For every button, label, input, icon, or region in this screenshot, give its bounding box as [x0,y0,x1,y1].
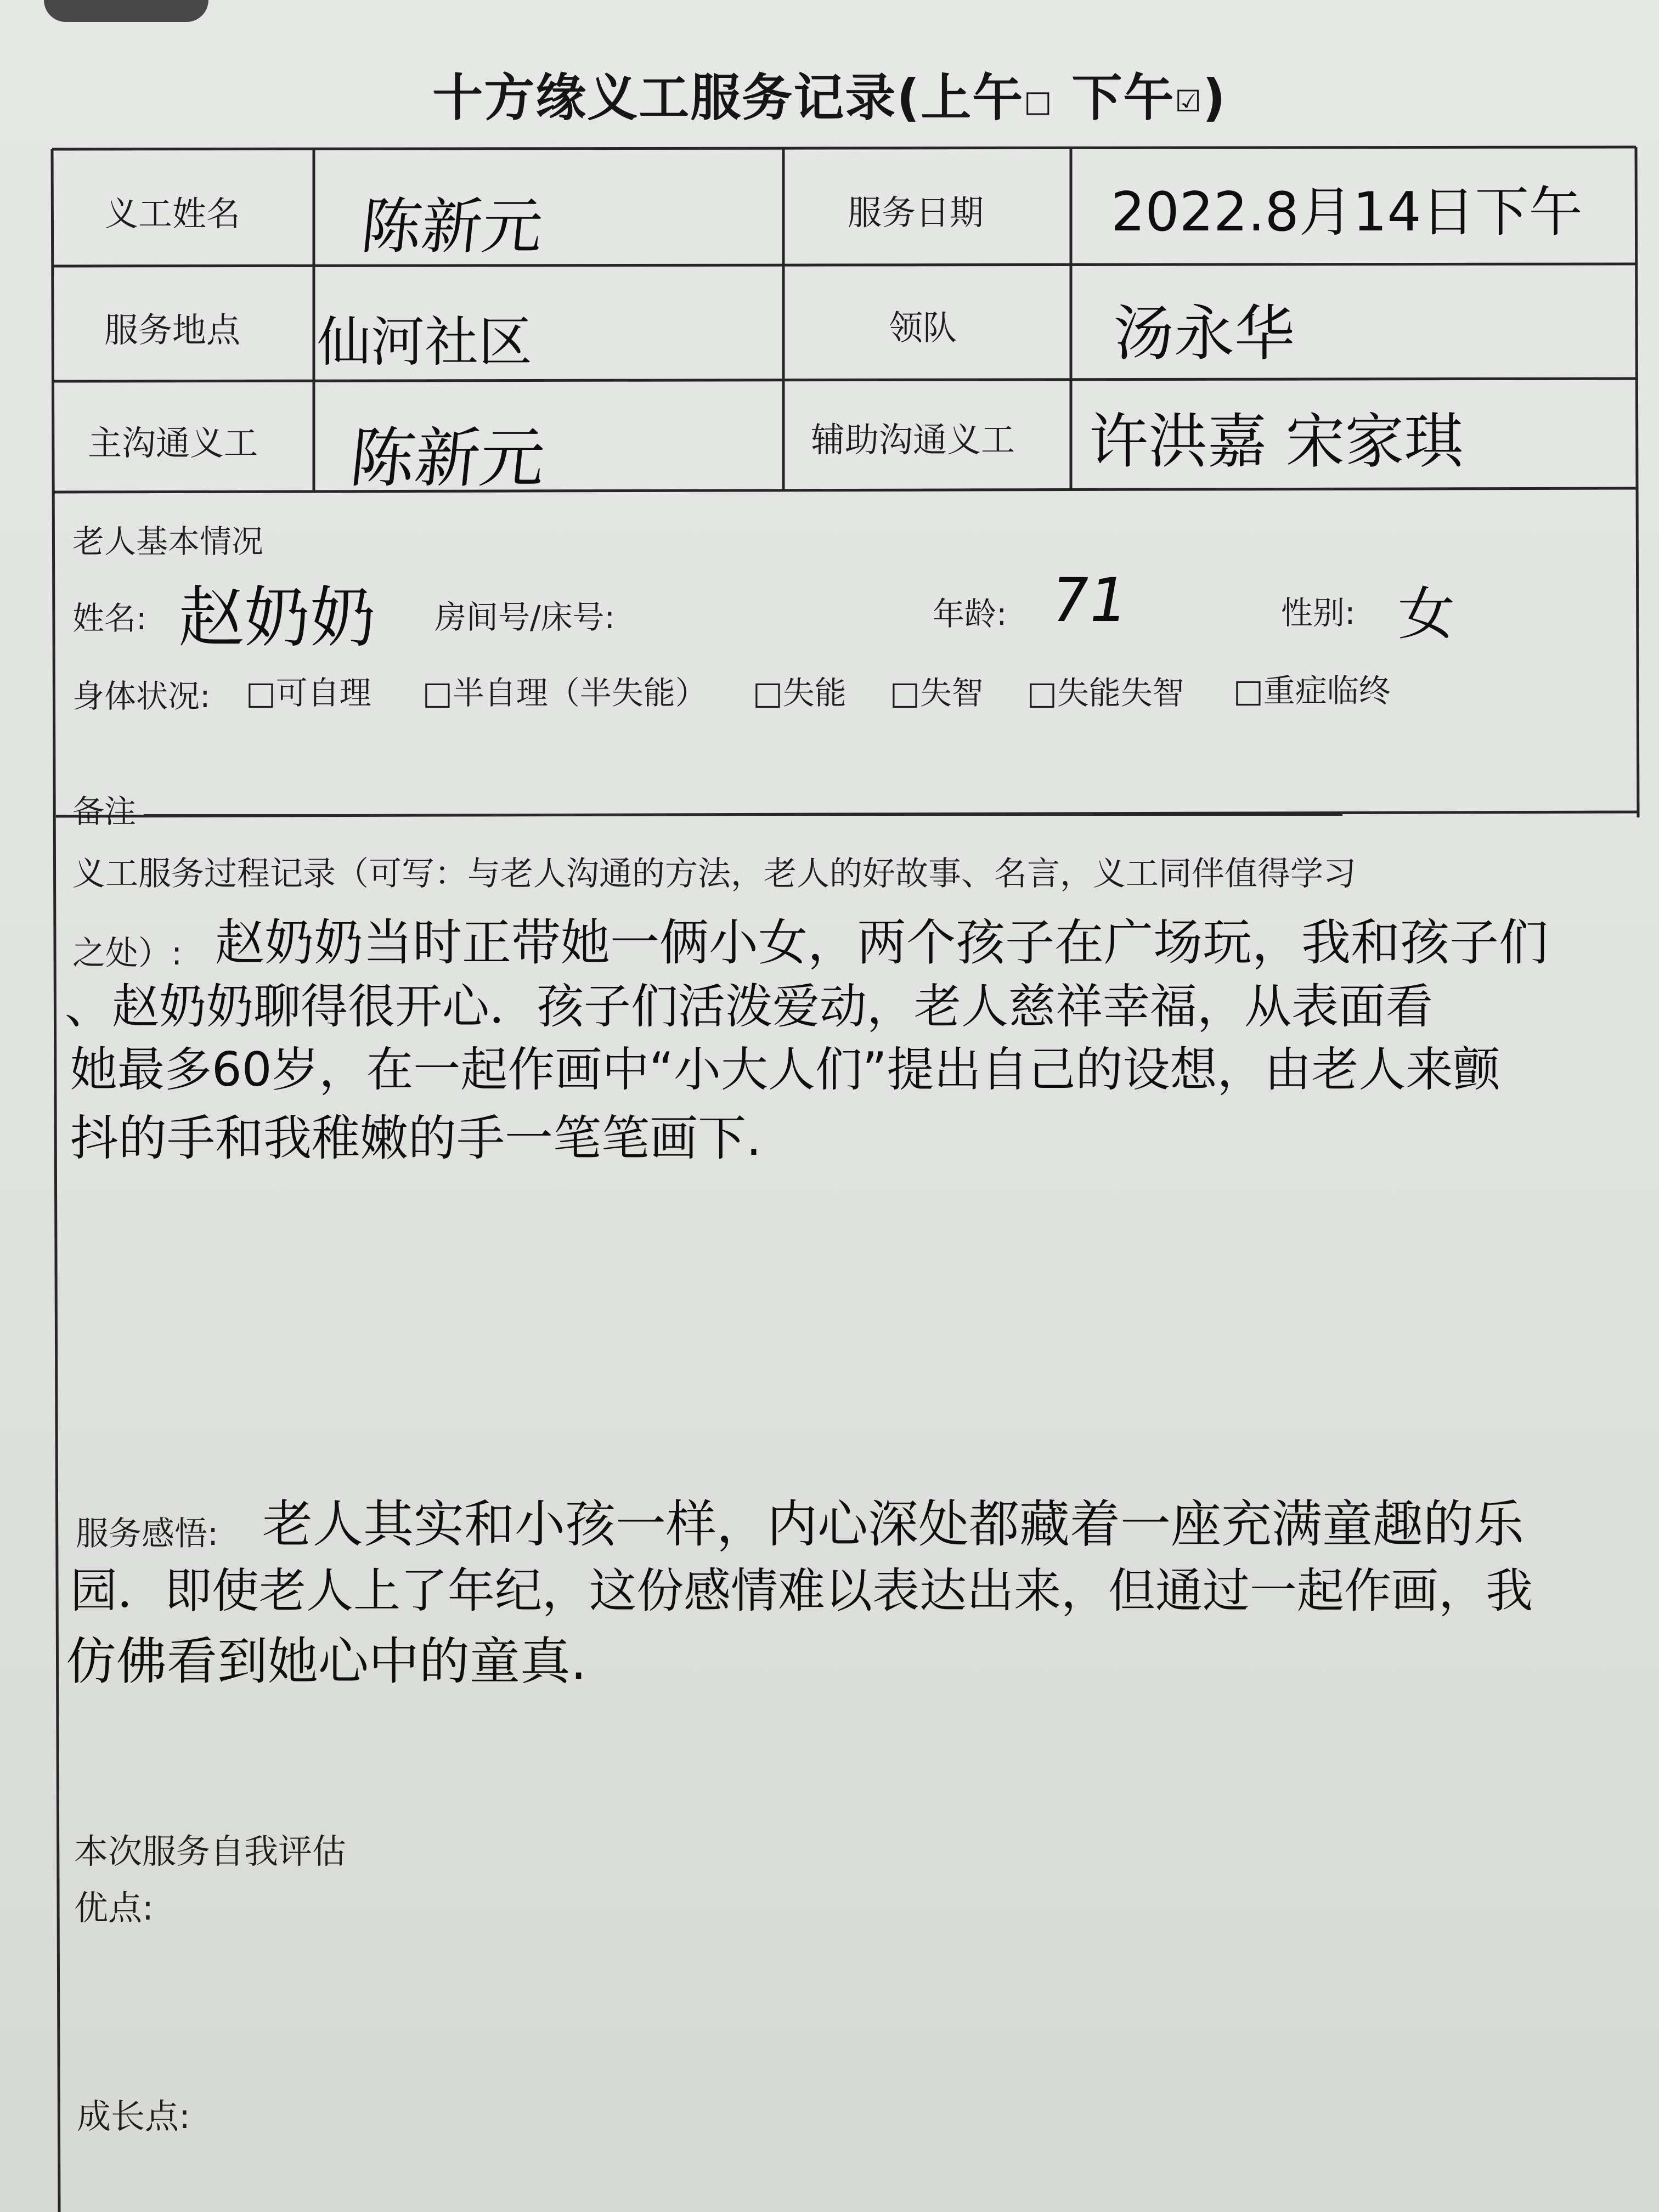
reflection-line: 老人其实和小孩一样，内心深处都藏着一座充满童趣的乐 [262,1495,1525,1554]
assist-volunteer-value: 许洪嘉 宋家琪 [1089,408,1464,476]
main-volunteer-value: 陈新元 [346,420,549,496]
title-afternoon: 下午 [1053,69,1175,127]
reflection-label: 服务感悟: [76,1515,219,1553]
location-value: 仙河社区 [317,311,533,374]
checkbox-morning[interactable]: □ [1024,84,1053,119]
location-label: 服务地点 [104,310,241,350]
condition-option[interactable]: □失能 [753,674,847,712]
elder-section-label: 老人基本情况 [72,523,264,560]
assist-volunteer-label: 辅助沟通义工 [811,420,1015,460]
service-date-label: 服务日期 [848,193,984,233]
title-text: 十方缘义工服务记录(上午 [432,69,1024,127]
record-line: 她最多60岁，在一起作画中“小大人们”提出自己的设想，由老人来颤 [70,1042,1500,1097]
title-close: ) [1202,69,1227,127]
growth-label: 成长点: [77,2096,190,2136]
main-volunteer-label: 主沟通义工 [88,423,258,463]
condition-option[interactable]: □半自理（半失能） [422,674,707,712]
remarks-line [144,814,1342,816]
gender-value: 女 [1398,580,1455,647]
remarks-label: 备注 [72,793,137,830]
service-date-value: 2022.8月14日下午 [1111,181,1583,244]
condition-option[interactable]: □可自理 [246,674,371,712]
record-line: 、赵奶奶聊得很开心．孩子们活泼爱动，老人慈祥幸福，从表面看 [65,979,1433,1034]
age-label: 年龄: [933,595,1007,633]
gender-label: 性别: [1281,594,1356,631]
elder-name-value: 赵奶奶 [178,580,376,656]
volunteer-name-value: 陈新元 [358,191,546,262]
elder-name-label: 姓名: [72,600,147,637]
condition-option[interactable]: □重症临终 [1233,672,1391,709]
checkbox-afternoon[interactable]: ☑ [1175,84,1203,119]
room-label: 房间号/床号: [435,599,616,636]
age-value: 71 [1044,565,1134,635]
reflection-line: 园．即使老人上了年纪，这份感情难以表达出来，但通过一起作画，我 [70,1564,1533,1618]
evaluation-title: 本次服务自我评估 [74,1831,347,1871]
strengths-label: 优点: [74,1888,154,1928]
record-line: 赵奶奶当时正带她一俩小女，两个孩子在广场玩，我和孩子们 [215,914,1548,972]
record-label-cont: 之处）: [72,934,183,973]
condition-option[interactable]: □失智 [890,674,984,712]
leader-value: 汤永华 [1114,298,1295,369]
record-line: 抖的手和我稚嫩的手一笔笔画下. [70,1110,761,1166]
condition-label: 身体状况: [72,678,211,715]
condition-option[interactable]: □失能失智 [1027,674,1184,712]
leader-label: 领队 [889,308,957,348]
record-label: 义工服务过程记录（可写：与老人沟通的方法，老人的好故事、名言，义工同伴值得学习 [72,855,1356,893]
reflection-line: 仿佛看到她心中的童真. [66,1632,587,1691]
volunteer-name-label: 义工姓名 [104,194,241,234]
